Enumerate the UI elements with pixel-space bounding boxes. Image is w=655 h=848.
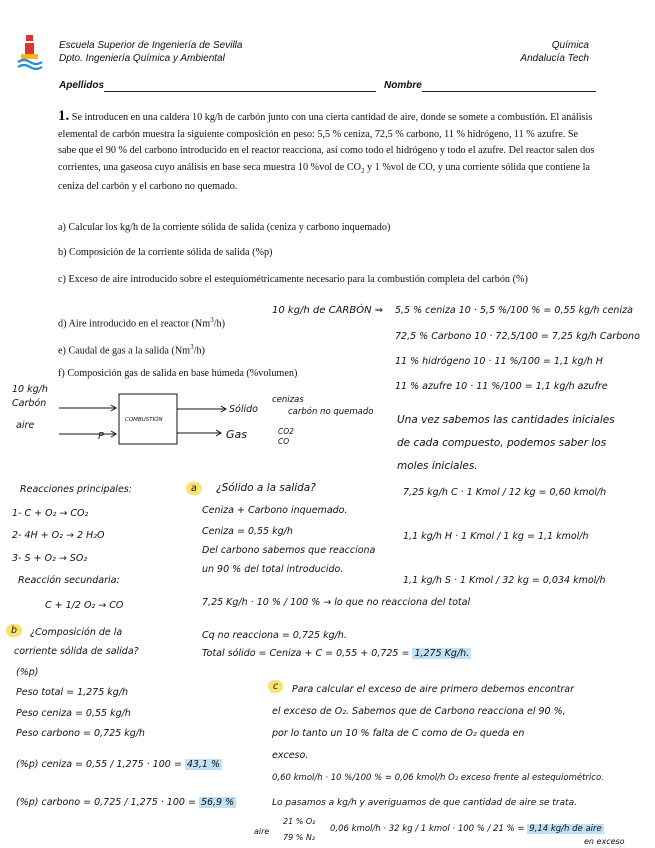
secondary-reaction-title: Reacción secundaria:: [18, 575, 120, 586]
part-c-marker: [268, 681, 283, 693]
question-e-text: e) Caudal de gas a la salida (Nm: [58, 345, 191, 357]
part-a-line-6: Cq no reacciona = 0,725 kg/h.: [202, 630, 347, 641]
diagram-feed-coal: Carbón: [12, 398, 47, 409]
part-a-line-5: 7,25 Kg/h · 10 % / 100 % → lo que no reacciona del total: [202, 597, 471, 608]
part-c-line-5: 0,60 kmol/h · 10 %/100 % = 0,06 kmol/h O₂ exceso frente al estequiométrico.: [272, 773, 604, 783]
question-e-tail: /h): [193, 345, 205, 357]
diagram-reactor-label: COMBUSTIÓN: [125, 417, 163, 423]
reaction-1: 1- C + O₂ → CO₂: [12, 508, 89, 519]
part-b-carbon-result: 56,9 %: [200, 797, 235, 808]
question-b: b) Composición de la corriente sólida de salida (%p): [58, 247, 273, 258]
university-logo: [16, 34, 44, 70]
diagram-solid: Sólido: [229, 404, 258, 415]
comp-sulfur: 11 % azufre 10 · 11 %/100 = 1,1 kg/h azufre: [395, 381, 608, 392]
department-name: Dpto. Ingeniería Química y Ambiental: [59, 53, 225, 64]
part-a-total: Total sólido = Ceniza + C = 0,55 + 0,725 =: [202, 648, 410, 659]
reactions-title: Reacciones principales:: [20, 484, 132, 495]
part-c-letter: c: [268, 680, 283, 693]
question-d-text: d) Aire introducido en el reactor (Nm: [58, 318, 211, 330]
part-c-n2: 79 % N₂: [283, 833, 316, 842]
diagram-feed-air: aire: [16, 420, 35, 431]
part-b-line-1: (%p): [16, 667, 39, 678]
part-b-line-3: Peso ceniza = 0,55 kg/h: [16, 708, 131, 719]
part-b-ash-calc: (%p) ceniza = 0,55 / 1,275 · 100 =: [16, 759, 182, 770]
question-d-sup: 3: [210, 316, 214, 324]
part-c-line-8: [330, 823, 604, 835]
part-b-title-2: corriente sólida de salida?: [14, 646, 139, 657]
part-b-line-5: [16, 759, 222, 771]
note-line-2: de cada compuesto, podemos saber los: [397, 437, 607, 449]
part-c-calc: 0,06 kmol/h · 32 kg / 1 kmol · 100 % / 21 % =: [330, 824, 525, 834]
problem-number: 1.: [58, 108, 70, 124]
part-c-air: aire: [254, 827, 270, 836]
part-a-title: ¿Sólido a la salida?: [216, 482, 316, 494]
part-b-ash-result: 43,1 %: [186, 759, 221, 770]
reaction-2: 2- 4H + O₂ → 2 H₂O: [12, 530, 105, 541]
surname-label: Apellidos: [59, 80, 105, 91]
subject-name: Química: [551, 40, 589, 51]
problem-intro: Se introducen en una caldera 10 kg/h de carbón junto con una cierta cantidad de aire, donde se somete a combustión. El análisis elemental de carbón muestra la siguiente composición en peso: 5,5 % ceniza, 72,5 % carbono, 11 % hidrógeno, 11 % azufre. Se sabe que el 90 % del carbono introducido en el reactor reacciona, así como todo el hidrógeno y todo el azufre. Del reactor salen dos corrientes, una gaseosa cuyo análisis en base seca muestra 10 %vol de CO: [58, 112, 595, 173]
part-a-line-3: Del carbono sabemos que reacciona: [202, 545, 376, 556]
part-c-line-1: Para calcular el exceso de aire primero debemos encontrar: [292, 684, 575, 695]
part-a-line-2: Ceniza = 0,55 kg/h: [202, 526, 293, 537]
part-a-marker: [186, 483, 202, 495]
comp-ash: 5,5 % ceniza 10 · 5,5 %/100 % = 0,55 kg/h ceniza: [395, 305, 633, 316]
question-d: [58, 314, 225, 330]
diagram-co: CO: [278, 437, 290, 446]
problem-statement: [58, 108, 598, 196]
note-line-3: moles iniciales.: [397, 460, 478, 472]
question-e: [58, 341, 205, 357]
part-b-letter: b: [6, 624, 22, 637]
part-a-letter: a: [186, 482, 202, 495]
moles-sulfur: 1,1 kg/h S · 1 Kmol / 32 kg = 0,034 kmol/h: [403, 575, 606, 586]
diagram-co2: CO2: [278, 427, 294, 436]
campus-name: Andalucía Tech: [520, 53, 589, 64]
comp-carbon: 72,5 % Carbono 10 · 72,5/100 = 7,25 kg/h Carbono: [395, 331, 640, 342]
part-b-line-2: Peso total = 1,275 kg/h: [16, 687, 129, 698]
note-line-1: Una vez sabemos las cantidades iniciales: [397, 414, 615, 426]
school-name: Escuela Superior de Ingeniería de Sevilla: [59, 40, 243, 51]
diagram-p: P: [98, 431, 104, 442]
diagram-unburned: carbón no quemado: [288, 407, 374, 417]
part-c-result-2: en exceso: [584, 837, 625, 846]
part-a-line-7: [202, 648, 471, 660]
part-c-result: 9,14 kg/h de aire: [529, 824, 602, 834]
problem-intro-tail: y 1 %vol de CO, y una corriente sólida que contiene la ceniza del carbón y el carbono no quemado.: [58, 161, 590, 193]
question-a: a) Calcular los kg/h de la corriente sólida de salida (ceniza y carbono inquemado): [58, 222, 391, 233]
feed-note: 10 kg/h de CARBÓN ⇒: [272, 305, 384, 316]
part-a-result: 1,275 Kg/h.: [414, 648, 470, 659]
part-c-line-2: el exceso de O₂. Sabemos que de Carbono reacciona el 90 %,: [272, 706, 566, 717]
part-c-line-4: exceso.: [272, 750, 309, 761]
question-f: f) Composición gas de salida en base húmeda (%volumen): [58, 368, 298, 379]
reaction-3: 3- S + O₂ → SO₂: [12, 553, 88, 564]
co2-subscript: 2: [360, 166, 365, 175]
reaction-4: C + 1/2 O₂ → CO: [45, 600, 124, 611]
question-c: c) Exceso de aire introducido sobre el estequiométricamente necesario para la combustión completa del carbón (%): [58, 274, 528, 285]
part-b-line-6: [16, 797, 236, 809]
comp-hydrogen: 11 % hidrógeno 10 · 11 %/100 = 1,1 kg/h H: [395, 356, 603, 367]
part-a-line-1: Ceniza + Carbono inquemado.: [202, 505, 348, 516]
surname-field[interactable]: [104, 91, 376, 92]
part-c-o2: 21 % O₂: [283, 817, 316, 826]
part-b-title: ¿Composición de la: [30, 627, 123, 638]
name-field[interactable]: [422, 91, 596, 92]
question-e-sup: 3: [190, 343, 194, 351]
part-b-marker: [6, 625, 22, 637]
part-b-carbon-calc: (%p) carbono = 0,725 / 1,275 · 100 =: [16, 797, 196, 808]
part-a-line-4: un 90 % del total introducido.: [202, 564, 344, 575]
moles-hydrogen: 1,1 kg/h H · 1 Kmol / 1 kg = 1,1 kmol/h: [403, 531, 589, 542]
moles-carbon: 7,25 kg/h C · 1 Kmol / 12 kg = 0,60 kmol/h: [403, 487, 607, 498]
question-d-tail: /h): [213, 318, 226, 330]
name-label: Nombre: [384, 80, 422, 91]
part-c-line-6: Lo pasamos a kg/h y averiguamos de que cantidad de aire se trata.: [272, 798, 577, 808]
diagram-ash: cenizas: [272, 395, 304, 405]
diagram-gas: Gas: [226, 428, 247, 441]
diagram-feed-rate: 10 kg/h: [12, 384, 48, 395]
part-b-line-4: Peso carbono = 0,725 kg/h: [16, 728, 145, 739]
part-c-line-3: por lo tanto un 10 % falta de C como de O₂ queda en: [272, 728, 525, 739]
